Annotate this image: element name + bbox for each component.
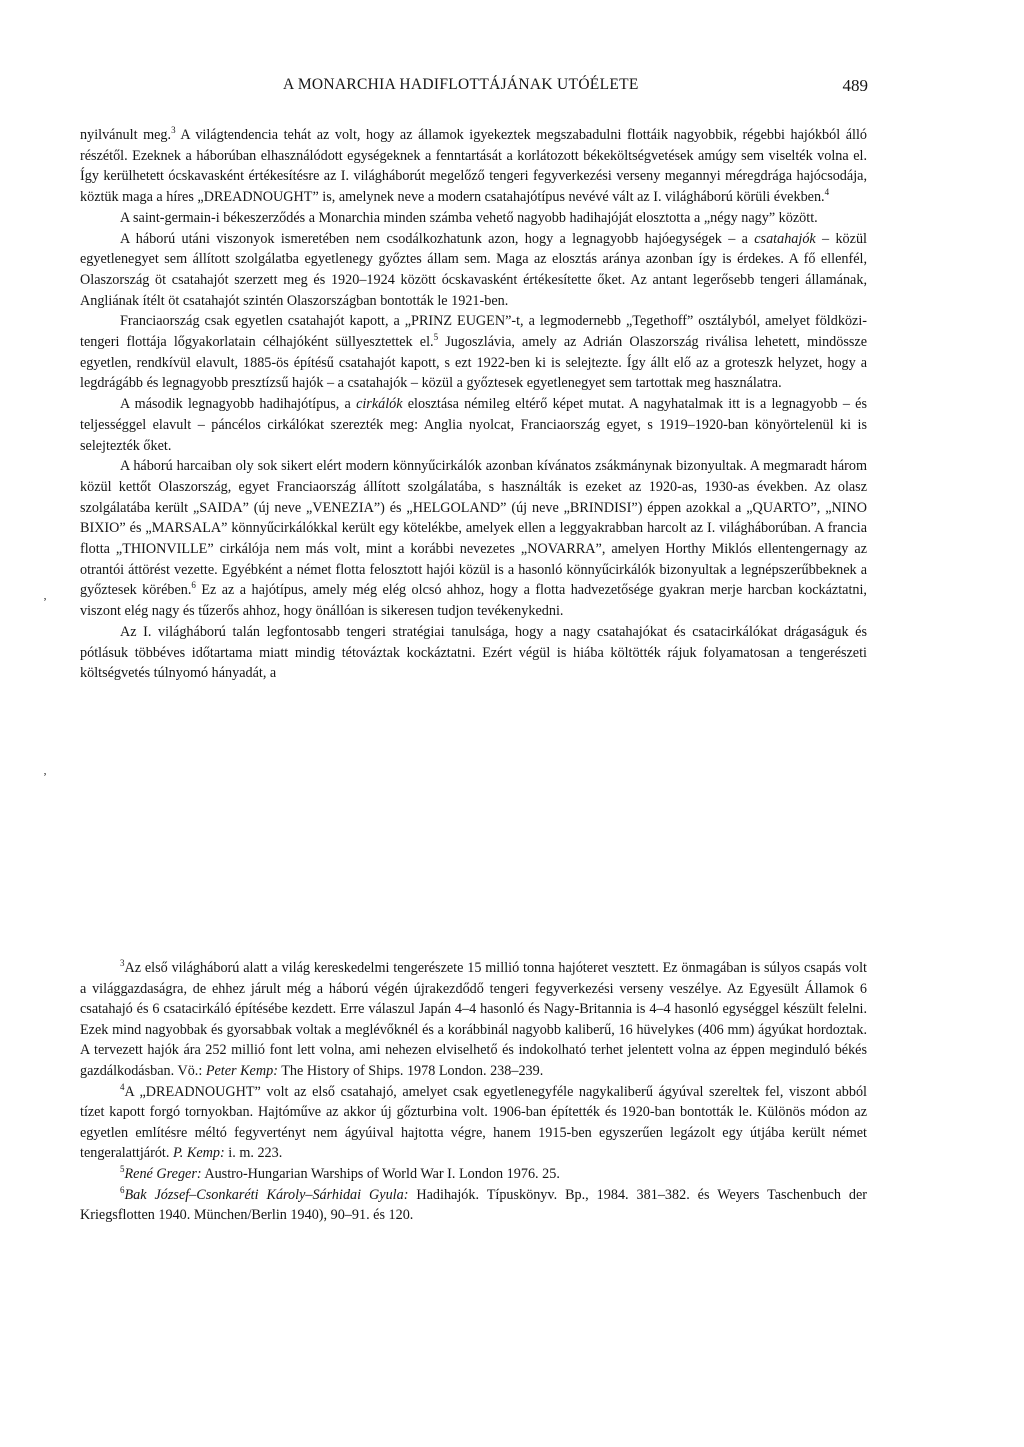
paragraph-7: Az I. világháború talán legfontosabb tengeri stratégiai tanulsága, hogy a nagy csatahajókat és csatacirkálókat drágaságuk és pótlásuk többéves időtartama miatt mindig tétováztak kockáztatni. Ezért végül is hiába költötték rájuk folyamatosan a tengerészeti költségvetés túlnyomó hányadát, a: [80, 623, 867, 682]
body-text: [80, 125, 867, 684]
footnote-5: $^5$René Greger: Austro-Hungarian Warships of World War I. London 1976. 25.: [120, 1163, 560, 1182]
paragraph-5: A második legnagyobb hadihajótípus, a cirkálók elosztása némileg eltérő képet mutat. A nagyhatalmak itt is a legnagyobb – és teljességgel elavult – páncélos cirkálókat szerezték meg: Anglia nyolcat, Franciaország egyet, s 1919–1920-ban könyörtelenül ki is selejtezték őket.: [80, 396, 867, 454]
footnote-ref-3[interactable]: 3: [171, 125, 176, 135]
running-head: [80, 76, 868, 100]
paragraph-4: Franciaország csak egyetlen csatahajót kapott, a „PRINZ EUGEN”-t, a legmodernebb „Tegethoff” osztályból, amelyet földközi-tengeri flottája lőgyakorlatain célhajóként süllyesztettek el.$^5$ Jugoszlávia, amely az Adrián Olaszország riválisa lehetett, mindössze egyetlen, rendkívül elavult, 1885-ös építésű csatahajót kapott, s ezt 1922-ben ki is selejtezte. Így állt elő az a groteszk helyzet, hogy a legdrágább és legnagyobb presztízsű hajók – a csatahajók – közül a győztesek egyetlenegyet sem tartottak meg használatra.: [80, 313, 867, 392]
chapter-title: A MONARCHIA HADIFLOTTÁJÁNAK UTÓÉLETE: [283, 76, 639, 93]
page-number: 489: [842, 76, 868, 95]
footnote-6: $^6$Bak József–Csonkaréti Károly–Sárhidai Gyula: Hadihajók. Típuskönyv. Bp., 1984. 381–382. és Weyers Taschenbuch der Kriegsflotten 1940. München/Berlin 1940), 90–91. és 120.: [80, 1184, 867, 1224]
margin-mark: ‚: [43, 763, 47, 777]
footnote-ref-4[interactable]: 4: [824, 187, 830, 198]
paragraph-3: A háború utáni viszonyok ismeretében nem csodálkozhatunk azon, hogy a legnagyobb hajóegységek – a csatahajók – közül egyetlenegyet sem állított szolgálatba egyetlenegy győztes állam sem. Maga az elosztás aránya azonban így is érdekes. A fő ellenfél, Olaszország öt csatahajót szerzett meg és 1920–1924 között ócskavasként értékesítette őket. Az antant legerősebb tengeri államának, Angliának ítélt öt csatahajót szintén Olaszországban bontották le 1921-ben.: [80, 230, 867, 309]
footnote-ref-6[interactable]: 6: [191, 580, 196, 591]
paragraph-2: A saint-germain-i békeszerződés a Monarchia minden számba vehető nagyobb hadihajóját elosztotta a „négy nagy” között.: [120, 209, 818, 226]
footnote-3: $^3$Az első világháború alatt a világ kereskedelmi tengerészete 15 millió tonna hajóteret vesztett. Ez önmagában is súlyos csapás volt a világgazdaságra, de ehhez járult még a háború végén újrakezdődő tengeri fegyverkezési verseny veszélye. Az Egyesült Államok 6 csatahajó és 6 csatacirkáló építésébe kezdett. Erre válaszul Japán 4–4 hasonló és Nagy-Britannia is 4–4 hasonló egységgel készült felelni. Ezek mind nagyobbak és gyorsabbak voltak a meglévőknél és a korábbinál nagyobb kaliberű, 16 hüvelykes (406 mm) ágyúkat hordoztak. A tervezett hajók ára 252 millió font lett volna, ami nehezen elviselhető és indokolható terhet jelentett volna az éppen meginduló békés gazdálkodásban. Vö.: Peter Kemp: The History of Ships. 1978 London. 238–239.: [80, 958, 867, 1079]
paragraph-6: A háború harcaiban oly sok sikert elért modern könnyűcirkálók azonban kívánatos zsákmánynak bizonyultak. A megmaradt három közül kettőt Olaszország, egyet Franciaország állított szolgálatába, s használták is ezeket az 1920-as, 1930-as években. Az olasz szolgálatába került „SAIDA” (új neve „VENEZIA”) és „HELGOLAND” (új neve „BRINDISI”) éppen azokkal a „QUARTO”, „NINO BIXIO” és „MARSALA” könnyűcirkálókkal került egy kötelékbe, amelyek ellen a leggyakrabban harcolt az I. világháborúban. A francia flotta „THIONVILLE” cirkálója nem más volt, mint a korábbi nevezetes „NOVARRA”, amelyen Horthy Miklós ellentengernagy az otrantói áttörést vezette. Egyébként a német flotta felosztott hajói közül is a hasonló könnyűcirkálók bizonyultak a legnépszerűbbeknek a győztesek körében.$^6$ Ez az a hajótípus, amely még elég olcsó ahhoz, hogy a flotta hadvezetősége gyakran merje harcban kockáztatni, viszont elég nagy és tűzerős ahhoz, hogy önállóan is sikeresen tudjon tevékenykedni.: [80, 458, 867, 620]
footnote-4: $^4$A „DREADNOUGHT” volt az első csatahajó, amelyet csak egyetlenegyféle nagykaliberű ágyúval szereltek fel, viszont abból tízet kapott forgó tornyokban. Hajtóműve az akkor új gőzturbina volt. 1906-ban építették és 1920-ban bontották le. Különös módon az egyetlen említésre méltó fegyvertényt nem ágyúival hajtotta végre, hanem 1915-ben egyszerűen legázolt egy útjába került német tengeralattjárót. P. Kemp: i. m. 223.: [80, 1081, 867, 1162]
margin-mark: ‚: [43, 588, 47, 602]
footnote-ref-5[interactable]: 5: [433, 332, 439, 343]
footnotes: [80, 958, 867, 1226]
paragraph-1: nyilvánult meg.$^3$ A világtendencia tehát az volt, hogy az államok igyekeztek megszabadulni flottáik nagyobbik, régebbi hajókból álló részétől. Ezeknek a háborúban elhasználódott egységeknek a fenntartását a korlátozott békeköltségvetések amúgy sem viselték volna el. Így kerülhetett ócskavasként értékesítésre az I. világháborút megelőző tengeri fegyverkezési verseny megannyi méregdrága hajócsodája, köztük maga a híres „DREADNOUGHT” is, amelynek neve a modern csatahajótípus nevévé vált az I. világháború körüli években.$^4$: [80, 125, 868, 206]
